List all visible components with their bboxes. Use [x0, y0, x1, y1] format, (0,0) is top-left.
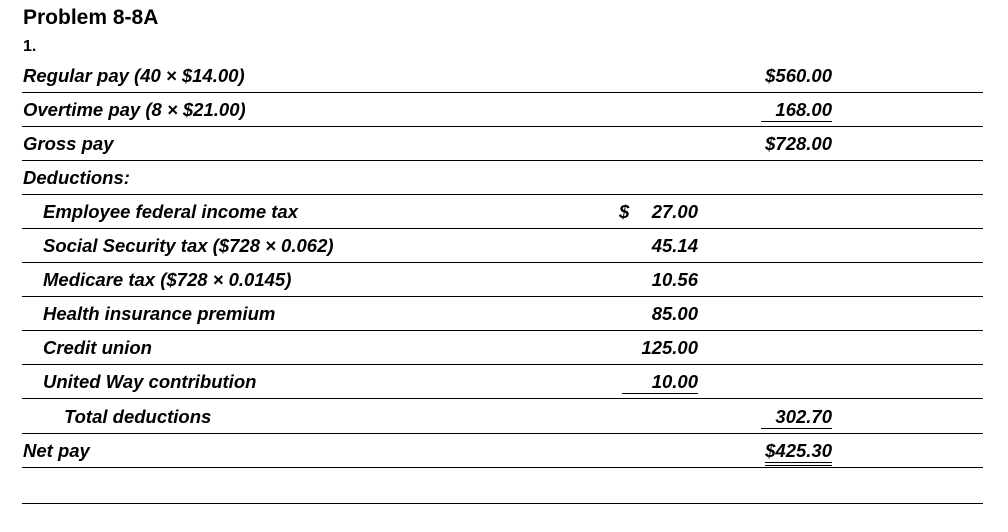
- row-amount: 10.56: [651, 269, 698, 290]
- row-label: Regular pay (40 × $14.00): [23, 65, 245, 86]
- problem-title: Problem 8-8A: [23, 6, 159, 29]
- row-amount: 85.00: [651, 303, 698, 324]
- row-credit-union: [22, 331, 983, 365]
- row-amount: 125.00: [641, 337, 698, 358]
- row-amount: 10.00: [622, 371, 698, 394]
- row-label: Gross pay: [23, 133, 114, 154]
- row-amount: 45.14: [651, 235, 698, 256]
- row-label: Total deductions: [64, 406, 212, 427]
- row-federal-income-tax: [22, 195, 983, 229]
- row-gross-pay: [22, 127, 983, 161]
- row-overtime-pay: [22, 93, 983, 127]
- row-label: Credit union: [43, 337, 152, 358]
- row-label: United Way contribution: [43, 371, 257, 392]
- row-amount: 168.00: [761, 99, 832, 122]
- row-social-security-tax: [22, 229, 983, 263]
- dollar-sign: $: [619, 201, 630, 222]
- row-regular-pay: [22, 59, 983, 93]
- row-medicare-tax: [22, 263, 983, 297]
- part-number: 1.: [23, 38, 37, 55]
- blank-line: [22, 503, 983, 504]
- row-label: Employee federal income tax: [43, 201, 298, 222]
- row-united-way: [22, 365, 983, 399]
- row-amount: $560.00: [765, 65, 832, 86]
- row-total-deductions: [22, 400, 983, 434]
- row-deductions-header: [22, 161, 983, 195]
- row-label: Overtime pay (8 × $21.00): [23, 99, 246, 120]
- row-label: Net pay: [23, 440, 90, 461]
- row-label: Health insurance premium: [43, 303, 276, 324]
- row-net-pay: [22, 434, 983, 468]
- row-amount: $728.00: [765, 133, 832, 154]
- row-label: Social Security tax ($728 × 0.062): [43, 235, 334, 256]
- row-amount: 302.70: [761, 406, 832, 429]
- row-health-insurance: [22, 297, 983, 331]
- row-amount: $425.30: [765, 440, 832, 466]
- row-label: Deductions:: [23, 167, 130, 188]
- row-label: Medicare tax ($728 × 0.0145): [43, 269, 292, 290]
- row-amount: 27.00: [651, 201, 698, 222]
